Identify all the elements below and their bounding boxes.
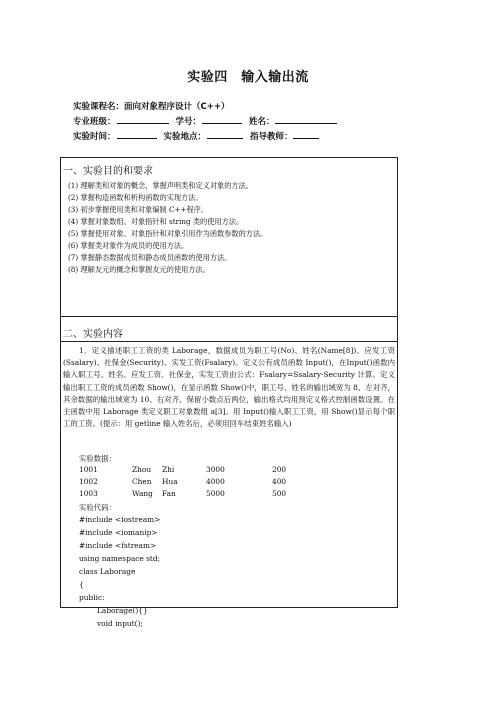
cell-last: Fan: [162, 489, 176, 498]
cell-security: 500: [272, 489, 287, 498]
teacher-field[interactable]: [293, 130, 319, 139]
cell-ssalary: 3000: [206, 465, 225, 474]
cell-ssalary: 4000: [206, 477, 225, 486]
code-line: using namespace std;: [79, 554, 161, 563]
cell-no: 1003: [79, 489, 98, 498]
goal-item: (7) 掌握静态数据成员和静态成员函数的使用方法。: [68, 253, 232, 262]
cell-first: Wang: [132, 489, 153, 498]
cell-no: 1001: [79, 465, 98, 474]
course-name: 实验课程名：面向对象程序设计（C++）: [73, 102, 230, 112]
place-field[interactable]: [207, 130, 243, 139]
cell-security: 400: [272, 477, 287, 486]
cell-first: Chen: [132, 477, 152, 486]
cell-no: 1002: [79, 477, 98, 486]
code-line: class Laborage: [79, 567, 136, 576]
time-label: 实验时间：: [73, 132, 116, 142]
content-heading: 二、实验内容: [63, 329, 123, 340]
class-label: 专业班级：: [73, 117, 116, 127]
meta-row-1: [73, 115, 341, 127]
cell-last: Zhi: [162, 465, 175, 474]
cell-ssalary: 5000: [206, 489, 225, 498]
teacher-label: 指导教师：: [249, 132, 293, 142]
content-box: [60, 317, 398, 628]
meta-row-2: [73, 130, 323, 142]
code-line: Laborage(){}: [97, 606, 148, 615]
name-label: 姓名：: [248, 117, 275, 127]
cell-security: 200: [272, 465, 287, 474]
code-line: {: [79, 580, 84, 589]
goal-item: (8) 理解友元的概念和掌握友元的使用方法。: [68, 265, 210, 274]
code-line: public:: [79, 593, 105, 602]
heading-divider: [61, 341, 397, 342]
page-title: 实验四 输入输出流: [187, 70, 309, 85]
data-label: 实验数据：: [79, 454, 116, 463]
task-description: 1．定义描述职工工资的类 Laborage，数据成员为职工号(No)、姓名(Name[8])、应发工资(Ssalary)、社保金(Security)、实发工资(Fsalary)。定义公有成员函数 Input()，在Input()函数内输入职工号、姓名、应发工资、社保金，实发工资由公式：Fsalary=Ssalary-Security 计算。定义输出职工工资的成员函数 Show()，在显示函数 Show()中，职工号、姓名的输出域宽为 8、左对齐，其余数据的输出域宽为 10、右对齐、保留小数点后两位，输出格式均用预定义格式控制函数设置。在主函数中用 Laborage 类定义职工对象数组 a[3]。用 Input()输入职工工资，用 Show()显示每个职工的工资。(提示：用 getline 输入姓名后，必须用回车结束姓名输入): [63, 346, 395, 429]
goal-item: (1) 理解类和对象的概念，掌握声明类和定义对象的方法。: [68, 181, 253, 190]
code-label: 实验代码：: [79, 503, 116, 512]
goal-item: (4) 掌握对象数组、对象指针和 string 类的使用方法。: [68, 217, 244, 226]
code-line: void input();: [97, 619, 143, 628]
time-field[interactable]: [117, 130, 157, 139]
objectives-heading: 一、实验目的和要求: [63, 166, 153, 177]
name-field[interactable]: [275, 115, 337, 124]
goal-item: (3) 初步掌握使用类和对象编制 C++程序。: [68, 205, 209, 214]
code-line: #include <iostream>: [79, 515, 161, 524]
cell-first: Zhou: [132, 465, 152, 474]
code-line: #include <fstream>: [79, 541, 157, 550]
id-label: 学号：: [175, 117, 201, 127]
objectives-box: [60, 157, 398, 317]
class-field[interactable]: [117, 115, 169, 124]
goal-item: (6) 掌握类对象作为成员的使用方法。: [68, 241, 189, 250]
place-label: 实验地点：: [163, 132, 206, 142]
goal-item: (2) 掌握构造函数和析构函数的实现方法。: [68, 193, 203, 202]
cell-last: Hua: [162, 477, 178, 486]
goal-item: (5) 掌握使用对象、对象指针和对象引用作为函数参数的方法。: [68, 229, 268, 238]
id-field[interactable]: [202, 115, 242, 124]
code-line: #include <iomanip>: [79, 528, 158, 537]
